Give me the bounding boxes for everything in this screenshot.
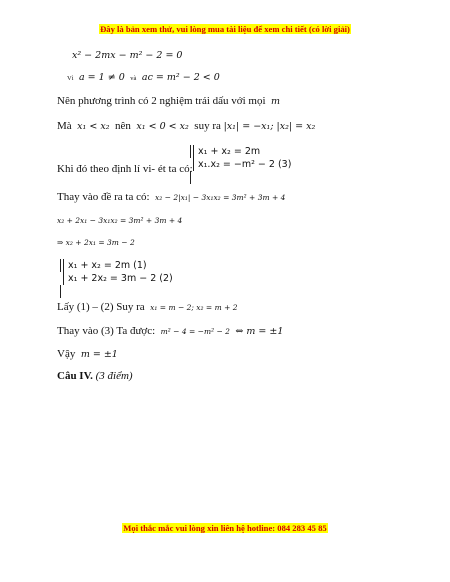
conclusion-line: Vậy m = ±1	[57, 348, 118, 360]
simplified-equation: ⇒ x₂ + 2x₁ = 3m − 2	[57, 238, 135, 247]
equation-main: x² − 2mx − m² − 2 = 0	[72, 50, 183, 61]
preview-banner: Đây là bản xem thử, vui lòng mua tài liệu để xem chi tiết (có lời giải)	[100, 24, 350, 34]
question-heading: Câu IV. (3 điểm)	[57, 370, 133, 382]
linear-system: x₁ + x₂ = 2m (1) x₁ + 2x₂ = 3m − 2 (2)	[63, 259, 173, 285]
condition-line: Vì a = 1 ≠ 0 và ac = m² − 2 < 0	[67, 72, 220, 83]
subtract-line: Lấy (1) – (2) Suy ra x₁ = m − 2; x₂ = m + 2	[57, 301, 238, 313]
substitute-line: Thay vào đề ra ta có: x₂ − 2|x₁| − 3x₁x₂ = 3m² + 3m + 4	[57, 191, 286, 203]
vieta-label: Khi đó theo định lí vi- ét ta có:	[57, 163, 193, 175]
order-line: Mà x₁ < x₂ nên x₁ < 0 < x₂ suy ra |x₁| = −x₁; |x₂| = x₂	[57, 120, 316, 132]
hotline-banner: Mọi thắc mắc vui lòng xin liên hệ hotline: 084 283 45 85	[123, 523, 327, 533]
roots-sign-statement: Nên phương trình có 2 nghiệm trái dấu với mọi m	[57, 95, 281, 107]
substitute-3-line: Thay vào (3) Ta được: m² − 4 = −m² − 2 ⇔ m = ±1	[57, 325, 284, 337]
vieta-system: x₁ + x₂ = 2m x₁.x₂ = −m² − 2 (3)	[193, 145, 291, 171]
expanded-equation: x₂ + 2x₁ − 3x₁x₂ = 3m² + 3m + 4	[57, 216, 183, 225]
